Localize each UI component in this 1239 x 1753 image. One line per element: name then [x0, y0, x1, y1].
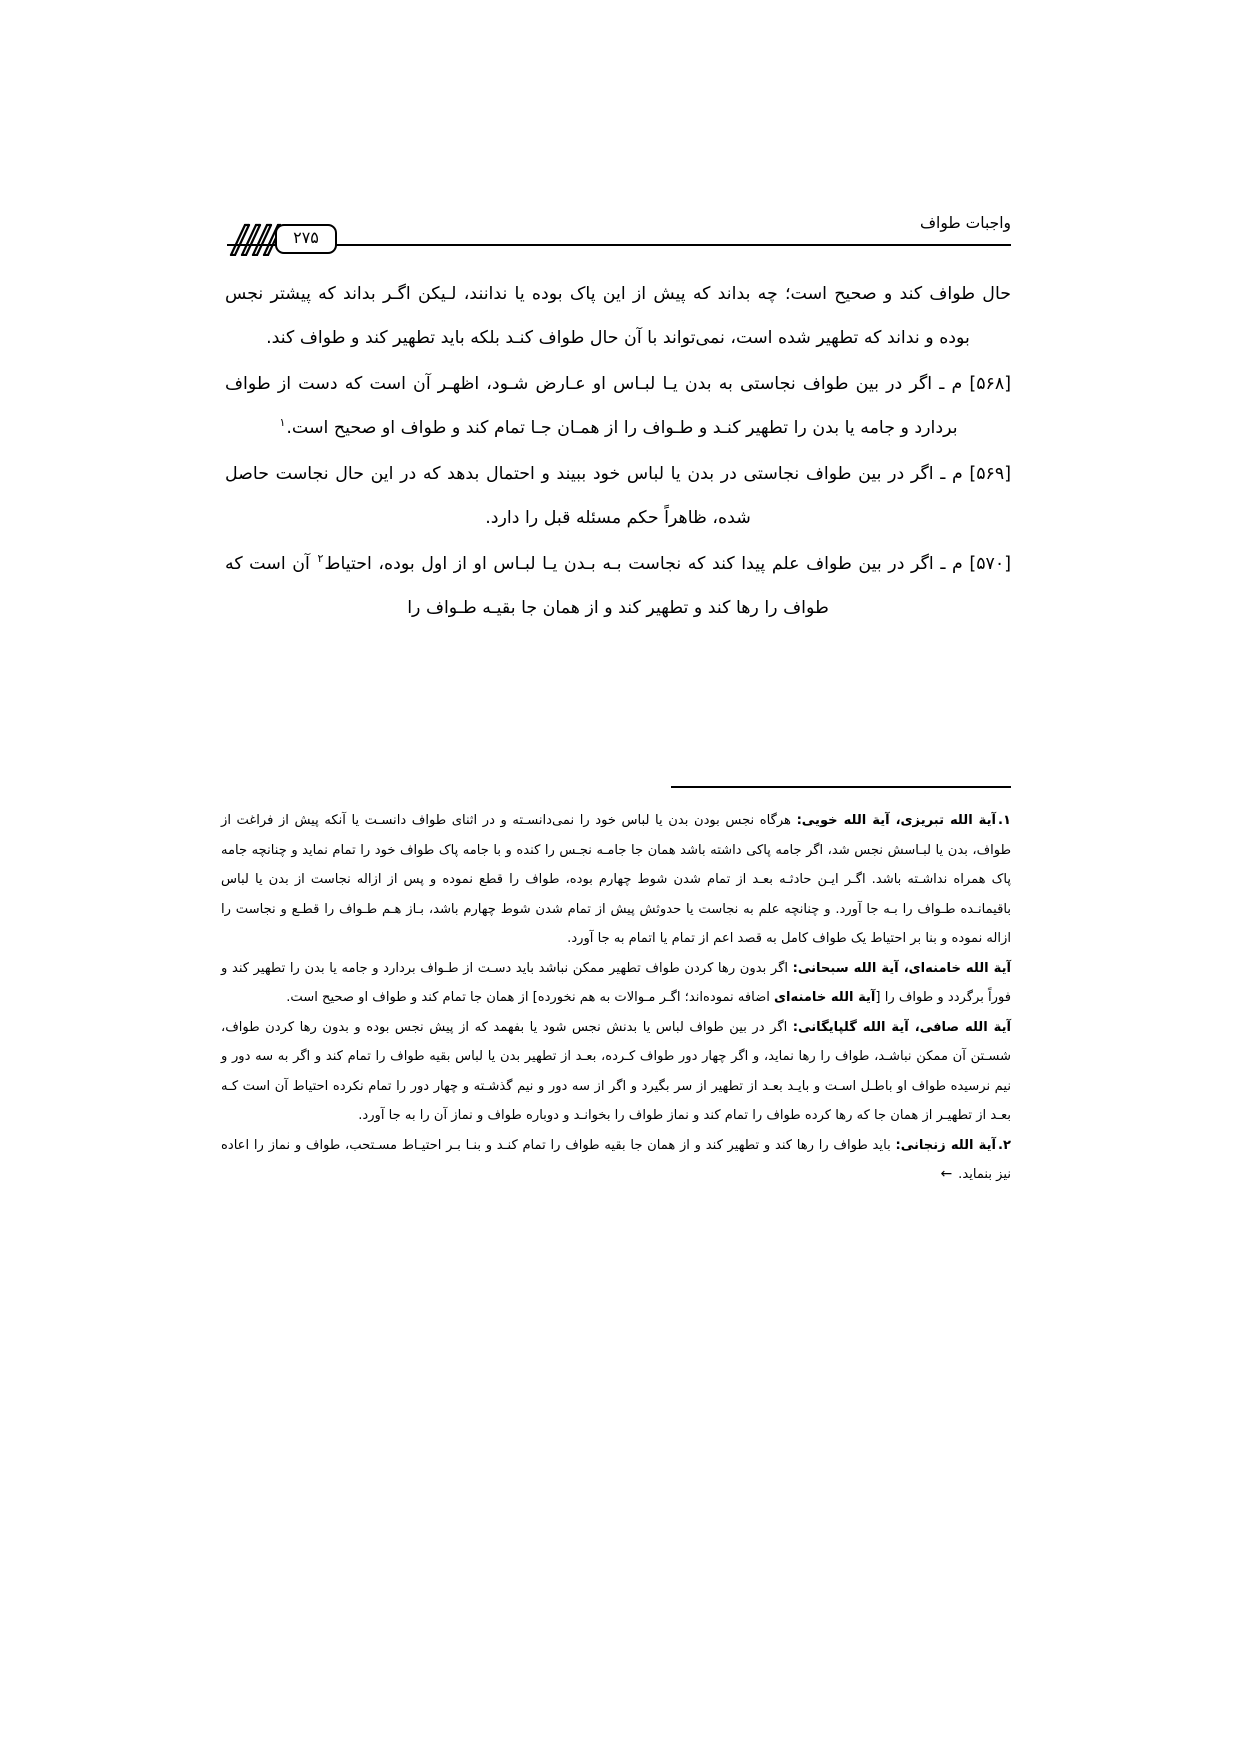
footnote-2-block-0-text: باید طواف را رها کند و تطهیر کند و از همان جا بقیه طواف را تمام کنـد و بنـا بـر احتیـاط مسـتحب، طواف و نماز را اعاده نیز بنماید.	[221, 1137, 1011, 1182]
footnote-1-number: ۱.	[998, 813, 1011, 828]
ruling-569	[225, 452, 1011, 540]
footnote-1-block-1-text: اگر بدون رها کردن طواف تطهیر ممکن نباشد باید دسـت از طـواف بردارد و جامه یا بدن را تطهیر کند و فوراً برگردد و طواف را [	[221, 960, 1011, 1005]
ruling-570-text-after: آن است که طواف را رها کند و تطهیر کند و از همان جا بقیـه طـواف را	[225, 554, 829, 618]
ruling-570-text-before: اگر در بین طواف علم پیدا کند که نجاست بـه بـدن یـا لبـاس او از اول بوده، احتیاط	[324, 554, 934, 574]
main-body-text	[225, 272, 1011, 632]
footnote-2	[221, 1131, 1011, 1190]
ruling-568-number: [۵۶۸]	[969, 374, 1012, 394]
footnote-1-block-khamenei-sobhani	[221, 954, 1011, 1013]
footnote-1-marja-tabrizi-khoei: آیة الله تبریزی، آیة الله خویی:	[796, 813, 997, 828]
ruling-568	[225, 362, 1011, 450]
page-number-box	[275, 224, 337, 254]
footnote-1-marja-khamenei-sobhani: آیة الله خامنه‌ای، آیة الله سبحانی:	[792, 960, 1011, 976]
footnote-1-marja-safi-golpaygani: آیة الله صافی، آیة الله گلپایگانی:	[792, 1019, 1012, 1035]
ruling-568-text: اگر در بین طواف نجاستی به بدن یـا لبـاس او عـارض شـود، اظهـر آن است که دست از طواف بردارد و جامه یا بدن را تطهیر کنـد و طـواف را از همـان جـا تمام کند و طواف او صحیح است.	[225, 374, 958, 438]
footnote-1-block-safi-golpaygani	[221, 1013, 1011, 1131]
page-number-group	[227, 222, 337, 256]
footnote-2-number: ۲.	[998, 1137, 1011, 1153]
footnote-1-block-2-text: اگر در بین طواف لباس یا بدنش نجس شود یا بفهمد که از پیش نجس بوده و بدون رها کردن طواف، شسـتن آن ممکن نباشـد، طواف را رها نماید، و اگر چهار دور طواف کـرده، بعـد از تطهیر بدن یا لباس بقیه طواف را تمام کند و اگر به سه دور و نیم نرسیده طواف او باطـل اسـت و بایـد بعـد از تطهیر از سر بگیرد و اگر از سه دور و نیم گذشـته و چهار دور را تمام نکرده احتیاط آن است کـه بعـد از تطهیـر از همان جا که رها کرده طواف را تمام کند و نماز طواف را بخوانـد و دوباره طواف و نماز آن را به جا آورد.	[221, 1019, 1011, 1123]
footnote-ref-2[interactable]: ۲	[317, 552, 324, 566]
diagonal-slashes-ornament-icon	[227, 222, 281, 256]
ruling-570-dash: ـ	[940, 554, 946, 574]
ruling-570-number: [۵۷۰]	[969, 554, 1012, 574]
ruling-570-marker: م	[952, 554, 963, 574]
page-header	[227, 212, 1011, 264]
ruling-569-marker: م	[951, 464, 963, 484]
footnote-ref-1[interactable]: ۱	[279, 416, 286, 430]
paragraph-continued-text: حال طواف کند و صحیح است؛ چه بداند که پیش از این پاک بوده یا ندانند، لـیکن اگـر بداند که پیشتر نجس بوده و نداند که تطهیر شده است، نمی‌تواند با آن حال طواف کنـد بلکه باید تطهیر کند و طواف کند.	[225, 284, 1011, 348]
ruling-570	[225, 542, 1011, 630]
header-divider-rule	[227, 244, 1011, 246]
ruling-569-dash: ـ	[940, 464, 946, 484]
ruling-568-dash: ـ	[939, 374, 945, 394]
paragraph-continued	[225, 272, 1011, 360]
page-number-text: ۲۷۵	[293, 228, 319, 247]
footnote-1-inline-marja-khamenei: آیة الله خامنه‌ای	[774, 990, 876, 1005]
footnote-separator-rule	[671, 786, 1011, 788]
running-header-title: واجبات طواف	[919, 214, 1011, 232]
footnote-1	[221, 806, 1011, 954]
ruling-569-text: اگر در بین طواف نجاستی در بدن یا لباس خود ببیند و احتمال بدهد که در این حال نجاست حاصل شده، ظاهراً حکم مسئله قبل را دارد.	[225, 464, 934, 528]
footnote-1-block-0-text: هرگاه نجس بودن بدن یا لباس خود را نمی‌دانسـته و در اثنای طواف دانسـت یا آنکه پیش از فراغت از طواف، بدن یا لبـاسش نجس شد، اگر جامه پاکی داشته باشد همان جا جامـه نجـس را کنده و با جامه پاک طواف خود را تمام نماید و چنانچه جامه پاک همراه نداشـته باشد. اگـر ایـن حادثـه بعـد از تمام شدن شوط چهارم بوده، طواف را قطع نموده و پس از ازاله نجاست از بدن یا لباس باقیمانـده طـواف را بـه جا آورد. و چنانچه علم به نجاست یا حدوثش پیش از تمام شدن شوط چهارم باشد، بـاز هـم طـواف را قطـع و نجاست را ازاله نموده و بنا بر احتیاط یک طواف کامل به قصد اعم از تمام یا اتمام به جا آورد.	[221, 813, 1011, 946]
continuation-arrow-icon: ←	[940, 1166, 953, 1182]
footnote-2-marja-zanjani: آیة الله زنجانی:	[895, 1137, 996, 1153]
ruling-569-number: [۵۶۹]	[969, 464, 1012, 484]
footnotes-section	[221, 806, 1011, 1190]
footnote-1-block-1-tail: اضافه نموده‌اند؛ اگـر مـوالات به هم نخورده] از همان جا تمام کند و طواف او صحیح است.	[286, 990, 770, 1005]
ruling-568-marker: م	[951, 374, 963, 394]
